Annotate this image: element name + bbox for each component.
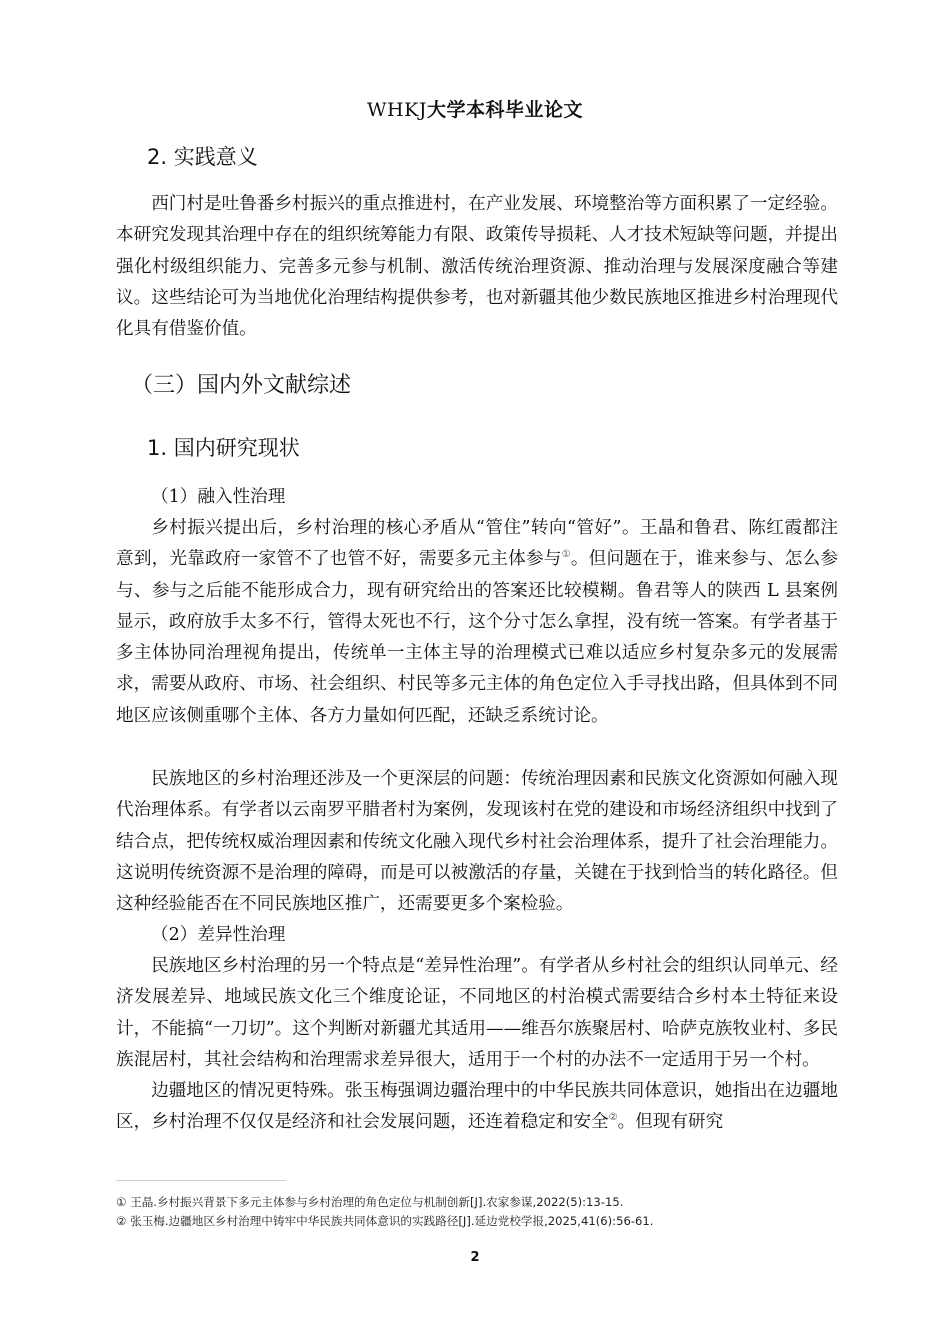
footnote-text: 张玉梅.边疆地区乡村治理中铸牢中华民族共同体意识的实践路径[J].延边党校学报,2025,41(6):56-61. bbox=[130, 1214, 654, 1228]
integrative-governance-paragraph-1 bbox=[116, 513, 838, 732]
footnote-mark: ② bbox=[116, 1214, 127, 1228]
footnote-1 bbox=[116, 1194, 623, 1210]
running-header bbox=[0, 95, 950, 122]
differential-governance-paragraph-1: 民族地区乡村治理的另一个特点是“差异性治理”。有学者从乡村社会的组织认同单元、经济发展差异、地域民族文化三个维度论证，不同地区的村治模式需要结合乡村本土特征来设计，不能搞“一刀切”。这个判断对新疆尤其适用——维吾尔族聚居村、哈萨克族牧业村、多民族混居村，其社会结构和治理需求差异很大，适用于一个村的办法不一定适用于另一个村。 bbox=[116, 956, 838, 1070]
footnote-separator bbox=[116, 1180, 286, 1181]
header-title-cn: 大学本科毕业论文 bbox=[426, 99, 583, 121]
differential-governance-paragraph-2 bbox=[116, 1076, 838, 1139]
integrative-governance-paragraph-2: 民族地区的乡村治理还涉及一个更深层的问题：传统治理因素和民族文化资源如何融入现代治理体系。有学者以云南罗平腊者村为案例，发现该村在党的建设和市场经济组织中找到了结合点，把传统权威治理因素和传统文化融入现代乡村社会治理体系，提升了社会治理能力。这说明传统资源不是治理的障碍，而是可以被激活的存量，关键在于找到恰当的转化路径。但这种经验能否在不同民族地区推广，还需要更多个案检验。 bbox=[116, 769, 838, 915]
literature-review-heading: （三）国内外文献综述 bbox=[131, 373, 352, 398]
practical-significance-heading: 2. 实践意义 bbox=[147, 145, 258, 169]
paragraph-text: 边疆地区的情况更特殊。张玉梅强调边疆治理中的中华民族共同体意识，她指出在边疆地区，乡村治理不仅仅是经济和社会发展问题，还连着稳定和安全 bbox=[116, 1081, 838, 1133]
practical-significance-paragraph: 西门村是吐鲁番乡村振兴的重点推进村，在产业发展、环境整治等方面积累了一定经验。本研究发现其治理中存在的组织统筹能力有限、政策传导损耗、人才技术短缺等问题，并提出强化村级组织能力、完善多元参与机制、激活传统治理资源、推动治理与发展深度融合等建议。这些结论可为当地优化治理结构提供参考，也对新疆其他少数民族地区推进乡村治理现代化具有借鉴价值。 bbox=[116, 194, 838, 340]
footnote-mark: ① bbox=[116, 1195, 127, 1209]
page-number: 2 bbox=[470, 1250, 480, 1265]
paragraph-text: 。但现有研究 bbox=[617, 1112, 724, 1133]
differential-governance-subheading: （2）差异性治理 bbox=[151, 925, 286, 945]
footnote-text: 王晶.乡村振兴背景下多元主体参与乡村治理的角色定位与机制创新[J].农家参谋,2022(5):13-15. bbox=[130, 1195, 624, 1209]
footnote-ref-1[interactable]: ① bbox=[561, 549, 571, 561]
paragraph-text: 。但问题在于，谁来参与、怎么参与、参与之后能不能形成合力，现有研究给出的答案还比较模糊。鲁君等人的陕西 L 县案例显示，政府放手太多不行，管得太死也不行，这个分寸怎么拿捏，没有统一答案。有学者基于多主体协同治理视角提出，传统单一主体主导的治理模式已难以适应乡村复杂多元的发展需求，需要从政府、市场、社会组织、村民等多元主体的角色定位入手寻找出路，但具体到不同地区应该侧重哪个主体、各方力量如何匹配，还缺乏系统讨论。 bbox=[116, 549, 838, 726]
integrative-governance-subheading: （1）融入性治理 bbox=[151, 487, 286, 507]
paragraph-text: 乡村振兴提出后，乡村治理的核心矛盾从“管住”转向“管好”。王晶和鲁君、陈红霞都注意到，光靠政府一家管不了也管不好，需要多元主体参与 bbox=[116, 518, 838, 570]
footnote-2 bbox=[116, 1213, 653, 1229]
domestic-research-heading: 1. 国内研究现状 bbox=[147, 436, 300, 460]
footnote-ref-2[interactable]: ② bbox=[608, 1112, 618, 1124]
header-title-latin: WHKJ bbox=[367, 99, 427, 121]
